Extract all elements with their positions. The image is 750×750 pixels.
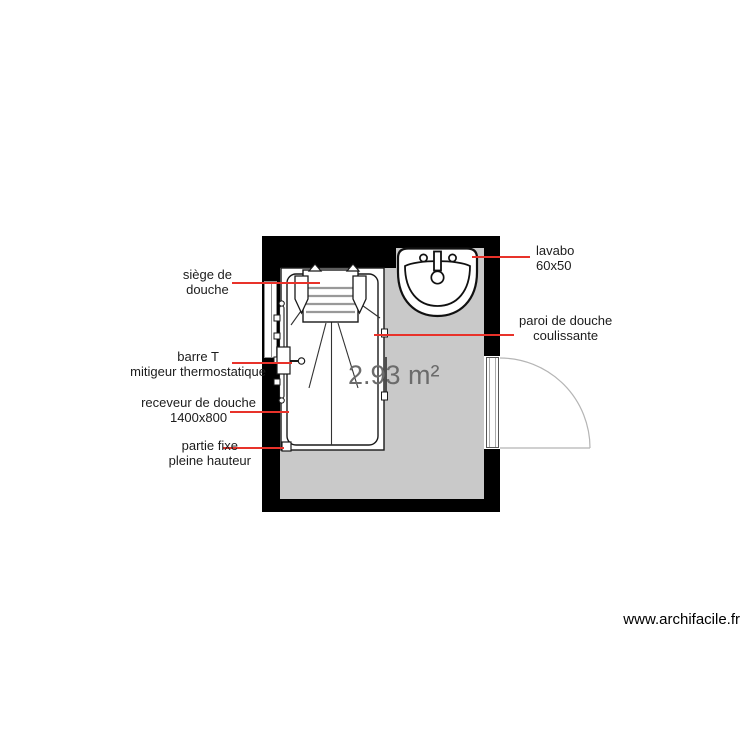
sink-drain bbox=[431, 271, 443, 283]
label-line: pleine hauteur bbox=[168, 452, 251, 468]
label-receveur-de-douche bbox=[141, 396, 256, 425]
label-line: paroi de douche bbox=[519, 313, 613, 328]
label-lavabo bbox=[536, 244, 574, 273]
label-paroi-de-douche bbox=[519, 314, 612, 343]
label-partie-fixe bbox=[169, 439, 251, 468]
label-barre-t bbox=[130, 350, 266, 379]
label-line: barre T bbox=[177, 349, 219, 364]
mixer-body bbox=[277, 347, 290, 374]
label-line: siège de bbox=[182, 267, 232, 282]
faucet-handle-left bbox=[420, 254, 427, 261]
shower-seat bbox=[295, 264, 366, 322]
sliding-panel-cap-bottom bbox=[382, 392, 388, 400]
label-line: douche bbox=[186, 281, 229, 297]
area-label: 2.93 m² bbox=[348, 360, 440, 390]
annotation-line-siege bbox=[232, 282, 320, 284]
annotation-line-lavabo bbox=[472, 256, 530, 258]
faucet bbox=[434, 252, 441, 271]
label-line: coulissante bbox=[533, 327, 599, 343]
label-siege-de-douche bbox=[183, 268, 232, 297]
label-line: 1400x800 bbox=[169, 409, 228, 425]
annotation-line-paroi bbox=[374, 334, 514, 336]
sink bbox=[398, 249, 477, 317]
label-line: partie fixe bbox=[181, 438, 238, 453]
watermark: www.archifacile.fr bbox=[623, 611, 740, 628]
label-line: 60x50 bbox=[536, 257, 572, 273]
label-line: receveur de douche bbox=[141, 395, 256, 410]
label-line: lavabo bbox=[536, 243, 575, 258]
label-line: mitigeur thermostatique bbox=[130, 363, 266, 379]
faucet-handle-right bbox=[449, 254, 456, 261]
door-swing bbox=[500, 358, 590, 448]
